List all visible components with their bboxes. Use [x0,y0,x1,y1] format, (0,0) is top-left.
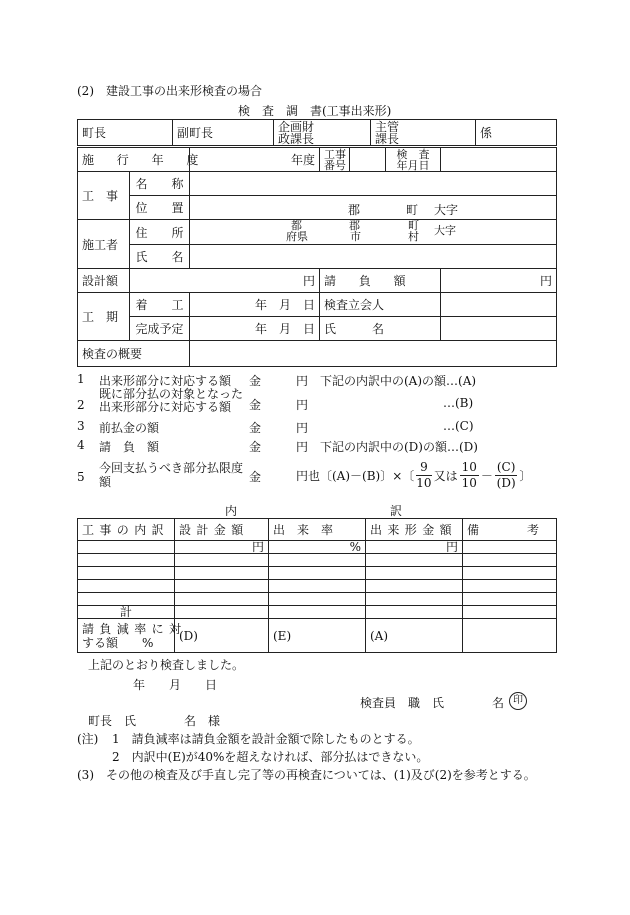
calc-line-4-label: 請 負 額 [99,440,160,454]
breakdown-title-right: 訳 [390,504,403,518]
calc-line-5-label-2: 額 [99,475,112,489]
approval-cho: 町長 [78,120,173,146]
rate-d: (D) [175,619,269,653]
contractor-label: 施工者 [78,220,130,269]
address-label: 住 所 [130,220,190,245]
frac2-num: 10 [461,459,477,474]
start-label: 着 工 [130,293,190,317]
rate-a: (A) [366,619,463,653]
koji-bango-label [320,148,350,172]
fraction-c-d [495,460,518,491]
person-value [190,245,557,269]
fiscal-year-label: 施 行 年 度 [78,148,190,172]
calc-line-1-no: 1 [77,372,85,386]
calc-line-3-kin: 金 [249,421,262,435]
kikaku-line2: 政課長 [278,131,315,146]
end-label: 完成予定 [130,317,190,341]
formula-mata: 又は [433,468,458,483]
seal-icon: 印 [509,692,527,710]
document-title: 検 査 調 書(工事出来形) [238,104,392,118]
overview-value [190,341,557,367]
start-date: 年 月 日 [190,293,320,317]
calc-line-1-note: 下記の内訳中の(A)の額…(A) [320,374,477,388]
total-label: 計 [78,606,175,619]
formula-end: 〕 [519,468,532,483]
design-amount-value: 円 [130,269,320,293]
calc-line-4-en: 円 [296,440,309,454]
kensa-date-line2: 年月日 [396,158,430,172]
breakdown-title-left: 内 [225,504,238,518]
section-heading: (2) 建設工事の出来形検査の場合 [77,84,262,98]
address-aza: 大字 [434,224,456,237]
address-mura: 村 [408,230,419,243]
calc-line-3-note: …(C) [443,419,474,433]
inspector-line: 検査員 職 氏 名 [360,696,505,710]
kensa-date-line1: 検 査 [396,147,430,161]
approval-fukucho: 副町長 [173,120,274,146]
calc-line-5-label [99,461,243,489]
koji-bango-line2: 番号 [324,158,347,172]
total-dekidaka [366,606,463,619]
breakdown-table [77,518,557,653]
witness-label: 検査立会人 [320,293,441,317]
frac1-den: 10 [416,475,432,490]
overview-label: 検査の概要 [78,341,190,367]
calc-line-5-no: 5 [77,470,85,484]
formula-prefix: 円也〔(A)－(B)〕×〔 [296,468,415,483]
total-biko [463,606,557,619]
location-gun: 郡 [348,202,361,217]
fraction-9-10 [416,460,431,491]
address-gun: 郡 [349,219,360,232]
calc-line-3-en: 円 [296,421,309,435]
witness-name-value [441,317,557,341]
contract-amount-label: 請 負 額 [320,269,441,293]
design-amount-label: 設計額 [78,269,130,293]
calc-line-4-note: 下記の内訳中の(D)の額…(D) [320,440,478,454]
calc-line-2-no: 2 [77,398,85,412]
calc-line-2-kin: 金 [249,398,262,412]
calc-line-2-note: …(B) [443,396,474,410]
calc-line-5-label-1: 今回支払うべき部分払限度 [99,461,244,475]
section-3: (3) その他の検査及び手直し完了等の再検査については、(1)及び(2)を参考とする。 [77,768,536,782]
address-shi: 市 [350,230,361,243]
table-row [78,567,557,580]
note-2: 2 内訳中(E)が40%を超えなければ、部分払はできない。 [112,750,429,764]
location-aza: 大字 [434,202,459,217]
address-to: 都 [291,219,302,232]
formula-minus: － [480,468,493,483]
table-row [78,554,557,567]
frac3-num: (C) [496,459,516,474]
koji-bango-line1: 工事 [324,147,347,161]
total-sekkei [175,606,269,619]
frac2-den: 10 [461,475,477,490]
period-label: 工 期 [78,293,130,341]
col-header-dekidaka-ritsu: 出 来 率 [269,519,366,541]
closing-date: 年 月 日 [133,678,218,692]
location-label: 位 置 [130,196,190,220]
calc-line-1-kin: 金 [249,374,262,388]
calc-line-1-label: 出来形部分に対応する額 [99,374,232,388]
shukan-line2: 課長 [375,131,400,146]
calc-line-2-label [99,388,243,414]
kensa-date-label [386,148,441,172]
rate-label-1: 請負減率に対 [82,621,187,636]
col-header-sekkei: 設計金額 [175,519,269,541]
approval-kakari: 係 [476,120,557,146]
location-value [190,196,557,220]
kensa-date-value [441,148,557,172]
person-label: 氏 名 [130,245,190,269]
koji-bango-value [350,148,386,172]
fiscal-year-value: 年度 [190,148,320,172]
table-row [78,580,557,593]
frac3-den: (D) [496,475,516,490]
location-cho: 町 [406,202,419,217]
calc-line-3-no: 3 [77,419,85,433]
note-1: 1 請負減率は請負金額を設計金額で除したものとする。 [112,732,420,746]
rate-e: (E) [269,619,366,653]
frac1-num: 9 [416,460,431,476]
name-label: 名 称 [130,172,190,196]
witness-value [441,293,557,317]
calc-line-2-en: 円 [296,398,309,412]
witness-name-label: 氏 名 [320,317,441,341]
notes-label: (注) [77,732,99,746]
shukan-line1: 主管 [375,119,400,134]
calc-line-3-label: 前払金の額 [99,421,160,435]
closing-statement: 上記のとおり検査しました。 [88,658,245,672]
address-machi: 町 [408,219,419,232]
col-header-biko: 備 考 [463,519,557,541]
inspection-form-table [77,147,557,367]
col-header-koji: 工事の内訳 [78,519,175,541]
addressee-line: 町長 氏 名 様 [88,714,221,728]
fraction-10-10 [460,460,479,491]
koji-label: 工 事 [78,172,130,220]
address-value [190,220,557,245]
table-row [78,593,557,606]
unit-yen-1: 円 [175,541,269,554]
calc-line-2-label-2: 出来形部分に対応する額 [99,400,232,414]
approval-table [77,119,557,146]
table-row-cell [463,541,557,554]
unit-yen-2: 円 [366,541,463,554]
table-row-cell [78,541,175,554]
calc-line-5-kin: 金 [249,470,262,484]
address-fuken: 府県 [286,230,308,243]
approval-kikaku [274,120,371,146]
calc-line-4-kin: 金 [249,440,262,454]
name-value [190,172,557,196]
end-date: 年 月 日 [190,317,320,341]
contract-amount-value: 円 [441,269,557,293]
rate-biko [463,619,557,653]
rate-label-2: する額 % [82,635,154,650]
col-header-dekidaka-kingaku: 出来形金額 [366,519,463,541]
rate-label [78,619,187,653]
calc-line-2-label-1: 既に部分払の対象となった [99,387,244,401]
calc-line-1-en: 円 [296,374,309,388]
total-ritsu [269,606,366,619]
approval-shukan [371,120,476,146]
calc-line-4-no: 4 [77,438,85,452]
calc-line-5-formula [296,457,531,493]
kikaku-line1: 企画財 [278,119,315,134]
unit-percent: % [269,541,366,554]
